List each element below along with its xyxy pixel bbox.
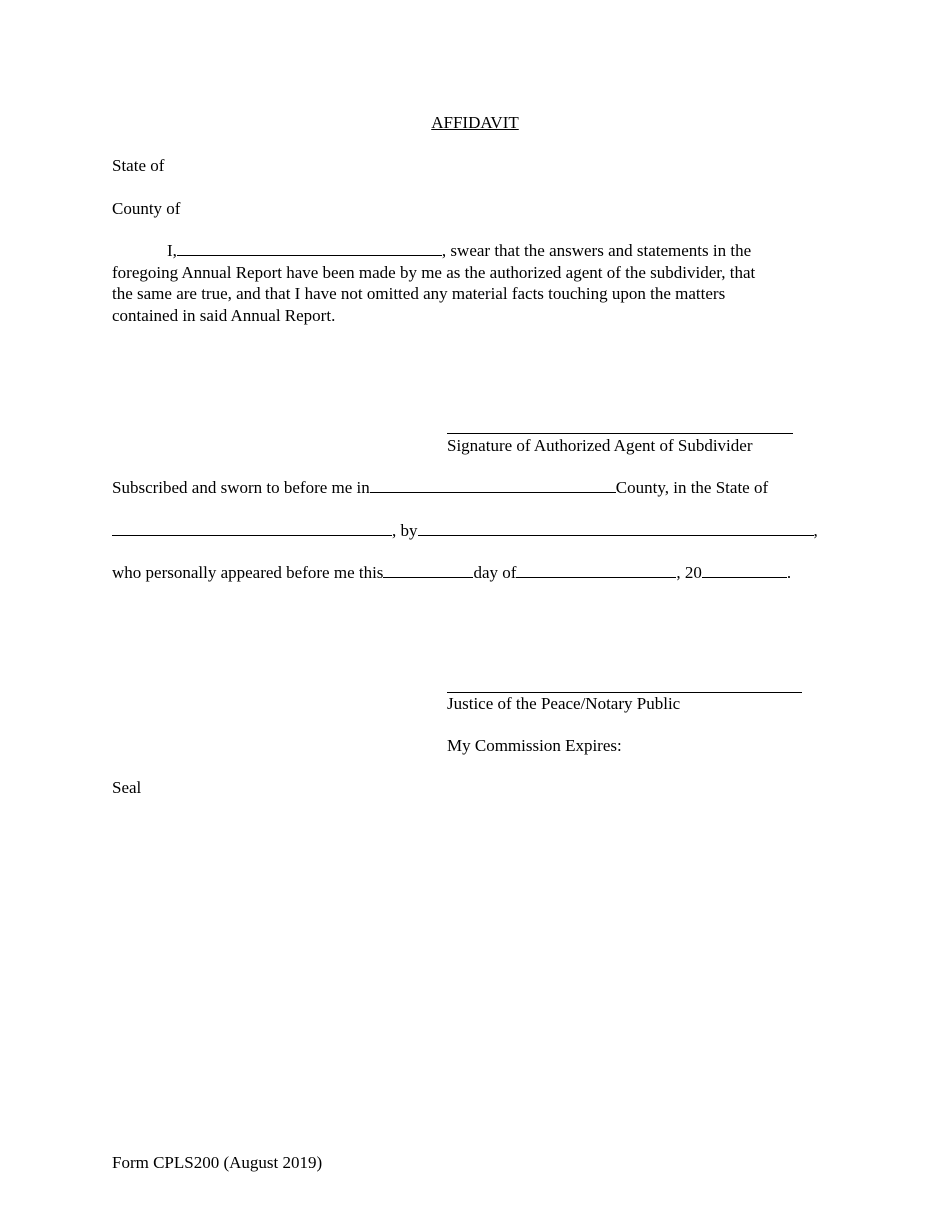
jurat-line-3 — [112, 562, 791, 583]
jurat-line2-end: , — [813, 521, 818, 540]
county-of-label: County of — [112, 199, 181, 218]
notary-label: Justice of the Peace/Notary Public — [447, 694, 681, 713]
oath-line-3: the same are true, and that I have not omitted any material facts touching upon the matters — [112, 284, 726, 303]
jurat-line3-year: , 20 — [676, 563, 702, 582]
jurat-line1-prefix: Subscribed and sworn to before me in — [112, 478, 370, 497]
jurat-line3-end: . — [786, 563, 792, 582]
seal-label: Seal — [112, 778, 142, 797]
jurat-line2-by: , by — [392, 521, 418, 540]
affiant-by-field[interactable] — [418, 520, 814, 536]
oath-line1-suffix: , swear that the answers and statements in the — [441, 241, 752, 260]
jurat-line-2 — [112, 520, 818, 541]
form-footer: Form CPLS200 (August 2019) — [112, 1153, 323, 1172]
jurat-line3-prefix: who personally appeared before me this — [112, 563, 384, 582]
oath-line1-prefix: I, — [167, 241, 177, 260]
day-field[interactable] — [383, 562, 473, 578]
agent-signature-line[interactable] — [447, 433, 793, 434]
agent-signature-label: Signature of Authorized Agent of Subdivider — [447, 436, 753, 455]
month-field[interactable] — [516, 562, 676, 578]
oath-line-4: contained in said Annual Report. — [112, 305, 336, 325]
jurat-line3-day-of: day of — [473, 563, 517, 582]
year-field[interactable] — [702, 562, 787, 578]
affiant-name-field[interactable] — [177, 240, 442, 256]
document-title-text: AFFIDAVIT — [431, 113, 519, 132]
commission-expires-label: My Commission Expires: — [447, 736, 622, 755]
state-of-label: State of — [112, 156, 165, 175]
oath-line-1 — [112, 240, 832, 262]
county-name-field[interactable] — [370, 477, 616, 493]
jurat-line1-suffix: County, in the State of — [615, 478, 769, 497]
jurat-line-1 — [112, 477, 768, 498]
oath-paragraph — [112, 240, 832, 326]
oath-line-2: foregoing Annual Report have been made by me as the authorized agent of the subdivider, that — [112, 262, 756, 282]
document-title — [0, 112, 950, 133]
state-name-field[interactable] — [112, 520, 392, 536]
